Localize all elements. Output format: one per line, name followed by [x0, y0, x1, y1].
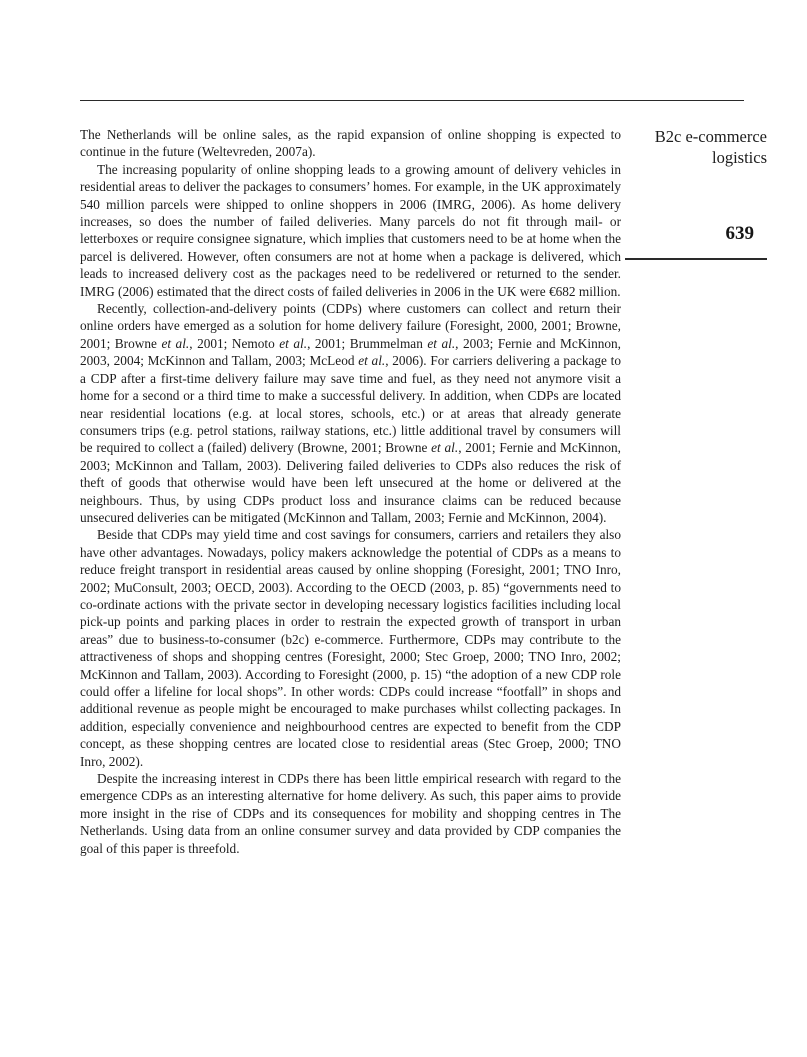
page-number-rule	[625, 258, 767, 260]
text-segment: , 2001; Nemoto	[189, 335, 280, 351]
top-rule	[80, 100, 744, 101]
citation-et-al: et al.	[431, 440, 459, 456]
text-segment: Recently, collection-and-delivery points (CDPs) where customers can collect and return their online orders have emerged as a solution for home delivery failure (Foresight, 2000, 2001; Browne, 2001; Browne	[80, 301, 621, 351]
text-segment: , 2006). For carriers delivering a package to a CDP after a first-time delivery failure may save time and fuel, as they need not anymore visit a home for a second or a third time to make a successful delivery. In addition, when CDPs are located near residential locations (e.g. at local stores, schools, etc.) or at areas that already generate consumers trips (e.g. petrol stations, railway stations, etc.) little additional travel by consumers will be required to collect a (failed) delivery (Browne, 2001; Browne	[80, 353, 622, 456]
citation-et-al: et al.	[427, 335, 456, 351]
paragraph	[80, 126, 621, 161]
citation-et-al: et al.	[279, 335, 308, 351]
paragraph	[80, 161, 621, 300]
article-body	[80, 126, 621, 857]
citation-et-al: et al.	[358, 353, 386, 369]
citation-et-al: et al.	[161, 335, 190, 351]
text-segment: Despite the increasing interest in CDPs there has been little empirical research with regard to the emergence CDPs as an interesting alternative for home delivery. As such, this paper aims to provide more insight in the rise of CDPs and its consequences for mobility and shopping centres in The Netherlands. Using data from an online consumer survey and data provided by CDP companies the goal of this paper is threefold.	[80, 771, 621, 856]
text-segment: , 2001; Fernie and McKinnon, 2003; McKinnon and Tallam, 2003). Delivering failed deliveries to CDPs also reduces the risk of theft of goods that otherwise would have been left unsecured at the home or delivered at the neighbours. Thus, by using CDPs product loss and insurance claims can be reduced because unsecured deliveries can be mitigated (McKinnon and Tallam, 2003; Fernie and McKinnon, 2004).	[80, 440, 621, 525]
text-segment: , 2003; Fernie and McKinnon, 2003, 2004; McKinnon and Tallam, 2003; McLeod	[80, 335, 621, 369]
text-segment: Beside that CDPs may yield time and cost savings for consumers, carriers and retailers they also have other advantages. Nowadays, policy makers acknowledge the potential of CDPs as a means to reduce freight transport in residential areas caused by online shopping (Foresight, 2001; TNO Inro, 2002; MuConsult, 2003; OECD, 2003). According to the OECD (2003, p. 85) “governments need to co-ordinate actions with the private sector in developing necessary logistics facilities including local pick-up points and parking places in order to restrain the expected growth of transport in urban areas” due to business-to-consumer (b2c) e-commerce. Furthermore, CDPs may contribute to the attractiveness of shops and shopping centres (Foresight, 2000; Stec Groep, 2000; TNO Inro, 2002; McKinnon and Tallam, 2003). According to Foresight (2000, p. 15) “the adoption of a new CDP role could offer a lifeline for local shops”. In other words: CDPs could increase “footfall” in shops and additional revenue as people might be encouraged to make purchases whilst collecting packages. In addition, especially convenience and neighbourhood centres are expected to benefit from the CDP concept, as these shopping centres are located close to residential areas (Stec Groep, 2000; TNO Inro, 2002).	[80, 527, 621, 769]
text-segment: The Netherlands will be online sales, as the rapid expansion of online shopping is expected to continue in the future (Weltevreden, 2007a).	[80, 127, 621, 160]
running-head-line2: logistics	[711, 147, 767, 167]
text-segment: , 2001; Brummelman	[307, 335, 428, 351]
running-head-line1: B2c e-commerce	[654, 127, 767, 146]
text-segment: The increasing popularity of online shopping leads to a growing amount of delivery vehicles in residential areas to deliver the packages to consumers’ homes. For example, in the UK approximately 540 million parcels were shipped to online shoppers in 2006 (IMRG, 2006). As home delivery increases, so does the number of failed deliveries. Many parcels do not fit through mail- or letterboxes or require consignee signature, which implies that customers need to be at home when the parcel is delivered. However, often consumers are not at home when a package is delivered, which leads to increased delivery cost as the packages need to be redelivered or returned to the sender. IMRG (2006) estimated that the direct costs of failed deliveries in 2006 in the UK were €682 million.	[80, 161, 621, 299]
paragraph	[80, 300, 621, 526]
paragraph	[80, 526, 621, 770]
page-number: 639	[725, 223, 754, 244]
running-head	[625, 127, 767, 168]
running-head-column	[625, 127, 767, 260]
paragraph	[80, 770, 621, 857]
